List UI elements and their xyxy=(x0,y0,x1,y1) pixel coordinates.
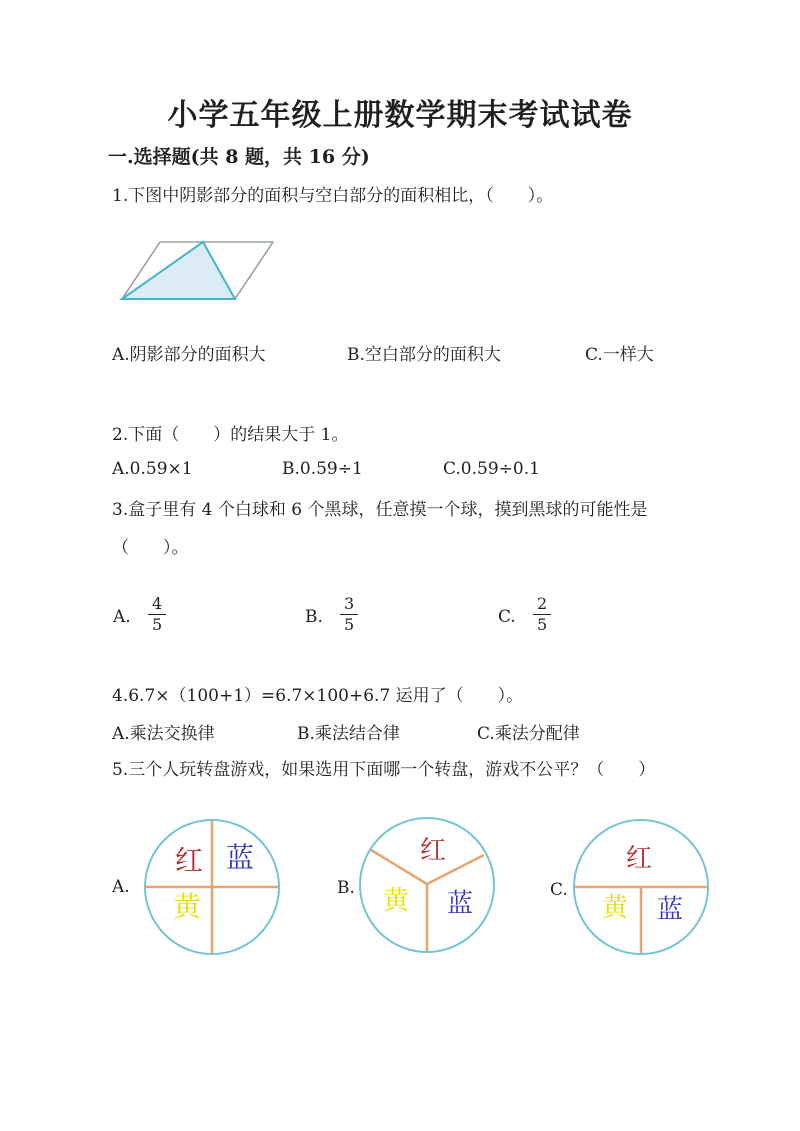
q4-option-b: B.乘法结合律 xyxy=(297,724,400,744)
question-2-text: 2.下面（ ）的结果大于 1。 xyxy=(112,425,349,445)
q3-option-b-label: B. xyxy=(305,607,323,627)
spinner-c-segment-blue: 蓝 xyxy=(656,895,684,925)
spinner-c-label: C. xyxy=(550,880,568,900)
spinner-a-segment-blue: 蓝 xyxy=(225,841,255,874)
spinner-b-segment-red: 红 xyxy=(419,836,447,866)
q3-option-c-fraction xyxy=(533,595,551,634)
spinner-a-label: A. xyxy=(112,877,130,897)
question-3-text-line1: 3.盒子里有 4 个白球和 6 个黑球，任意摸一个球，摸到黑球的可能性是 xyxy=(112,500,648,520)
fraction-denominator: 5 xyxy=(148,614,166,634)
spinner-a-four-quarters xyxy=(142,817,282,957)
q1-option-b: B.空白部分的面积大 xyxy=(347,345,501,365)
question-5-text: 5.三个人玩转盘游戏，如果选用下面哪一个转盘，游戏不公平？（ ） xyxy=(112,760,656,780)
q2-option-c: C.0.59÷0.1 xyxy=(443,459,540,479)
section-header: 一.选择题(共 8 题，共 16 分) xyxy=(108,146,370,168)
fraction-denominator: 5 xyxy=(533,614,551,634)
q3-option-b-fraction xyxy=(340,595,358,634)
fraction-numerator: 4 xyxy=(152,594,163,613)
parallelogram-figure xyxy=(108,233,288,309)
q2-option-a: A.0.59×1 xyxy=(112,459,193,479)
question-4-text: 4.6.7×（100+1）=6.7×100+6.7 运用了（ ）。 xyxy=(112,686,524,706)
q3-option-a-label: A. xyxy=(113,607,131,627)
fraction-denominator: 5 xyxy=(340,614,358,634)
q1-option-a: A.阴影部分的面积大 xyxy=(112,345,266,365)
q3-option-a-fraction xyxy=(148,595,166,634)
fraction-numerator: 2 xyxy=(537,594,548,613)
fraction-numerator: 3 xyxy=(344,594,355,613)
spinner-b-segment-yellow: 黄 xyxy=(382,886,410,916)
q4-option-c: C.乘法分配律 xyxy=(477,724,580,744)
question-1-text: 1.下图中阴影部分的面积与空白部分的面积相比，（ ）。 xyxy=(112,186,554,206)
q4-option-a: A.乘法交换律 xyxy=(112,724,215,744)
shaded-triangle xyxy=(122,242,235,299)
question-3-text-line2: （ ）。 xyxy=(112,538,189,558)
q2-option-b: B.0.59÷1 xyxy=(282,459,363,479)
spinner-c-half-and-quarters xyxy=(571,817,711,957)
q3-option-c-label: C. xyxy=(498,607,516,627)
spinner-a-segment-red: 红 xyxy=(174,844,204,877)
spinner-b-segment-blue: 蓝 xyxy=(446,889,474,919)
spinner-b-three-thirds xyxy=(357,815,497,955)
q1-option-c: C.一样大 xyxy=(585,345,654,365)
spinner-a-segment-yellow: 黄 xyxy=(172,890,202,923)
spinner-b-label: B. xyxy=(337,878,355,898)
spinner-c-segment-yellow: 黄 xyxy=(601,893,629,923)
spinner-c-segment-red: 红 xyxy=(625,844,653,874)
page-title: 小学五年级上册数学期末考试试卷 xyxy=(167,98,633,133)
